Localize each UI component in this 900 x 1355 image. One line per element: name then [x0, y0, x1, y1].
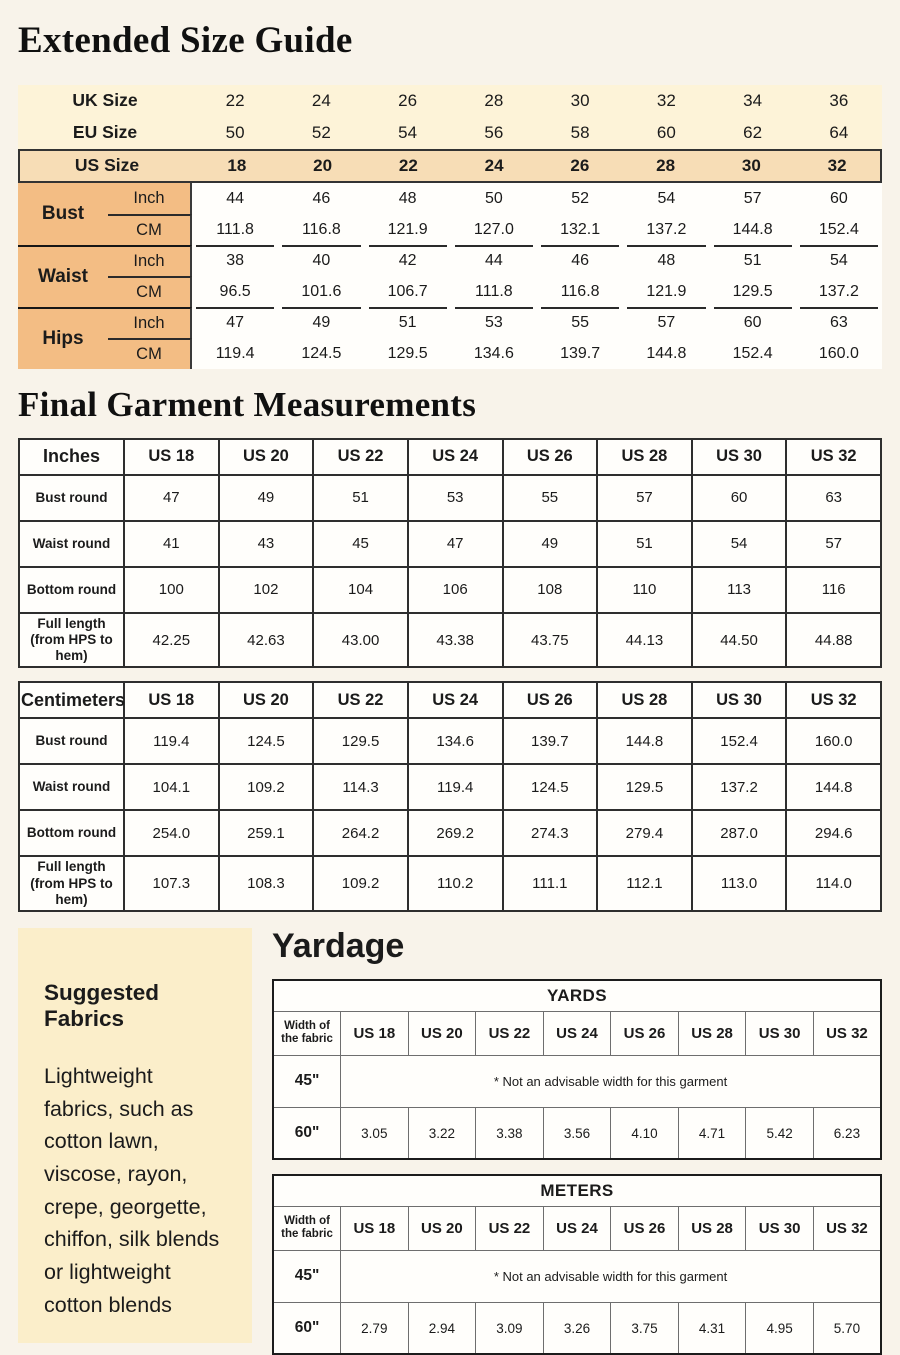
measurement-value-cm: 139.7 [537, 338, 623, 369]
size-column-header: US 24 [543, 1206, 611, 1250]
cell-value: 6.23 [813, 1107, 881, 1159]
size-value: 54 [398, 122, 418, 142]
size-value: 26 [398, 90, 418, 110]
size-value: 34 [743, 90, 763, 110]
garment-tables [0, 438, 900, 912]
size-column-header: US 20 [219, 682, 314, 718]
cell-value: 114.3 [313, 764, 408, 810]
unit-label-inch: Inch [108, 245, 192, 276]
yardage-table-meters [272, 1174, 882, 1355]
size-value: 28 [656, 155, 676, 175]
fabric-width-header: Width of the fabric [273, 1011, 341, 1055]
row-label: Bust round [19, 718, 124, 764]
measurement-value-cm: 152.4 [796, 214, 882, 245]
cell-value: 3.05 [341, 1107, 409, 1159]
size-system-label: UK Size [72, 90, 138, 111]
size-value: 32 [656, 90, 676, 110]
measurement-value-cm: 119.4 [192, 338, 278, 369]
cell-value: 114.0 [786, 856, 881, 911]
size-value: 20 [313, 155, 333, 175]
measurement-value-cm: 134.6 [451, 338, 537, 369]
cell-value: 137.2 [692, 764, 787, 810]
measurement-value-cm: 129.5 [365, 338, 451, 369]
cell-value: 104 [313, 567, 408, 613]
fabric-width-header: Width of the fabric [273, 1206, 341, 1250]
size-value: 32 [827, 155, 847, 175]
extended-size-guide-table [18, 85, 882, 369]
size-value: 26 [570, 155, 590, 175]
table-row [19, 718, 881, 764]
cell-value: 2.79 [341, 1302, 409, 1354]
size-value: 56 [484, 122, 504, 142]
measurement-value-inch: 46 [537, 245, 623, 276]
size-column-header: US 18 [341, 1011, 409, 1055]
size-column-header: US 18 [341, 1206, 409, 1250]
size-column-header: US 26 [503, 439, 598, 475]
cell-value: 110.2 [408, 856, 503, 911]
cell-value: 43.75 [503, 613, 598, 668]
size-column-header: US 18 [124, 682, 219, 718]
measurement-value-cm: 129.5 [710, 276, 796, 307]
table-row [19, 475, 881, 521]
measurement-value-inch: 44 [451, 245, 537, 276]
size-system-label: EU Size [72, 122, 138, 143]
cell-value: 144.8 [597, 718, 692, 764]
size-column-header: US 28 [678, 1011, 746, 1055]
size-value: 28 [484, 90, 504, 110]
size-value: 30 [570, 90, 590, 110]
measurement-value-cm: 152.4 [710, 338, 796, 369]
unit-header: Centimeters [19, 682, 124, 718]
cell-value: 112.1 [597, 856, 692, 911]
cell-value: 109.2 [313, 856, 408, 911]
cell-value: 54 [692, 521, 787, 567]
cell-value: 119.4 [408, 764, 503, 810]
measurement-value-cm: 111.8 [192, 214, 278, 245]
table-row [19, 810, 881, 856]
row-label: Bottom round [19, 567, 124, 613]
measurement-value-cm: 137.2 [623, 214, 709, 245]
size-value: 62 [743, 122, 763, 142]
cell-value: 113.0 [692, 856, 787, 911]
size-column-header: US 22 [313, 682, 408, 718]
table-row [19, 521, 881, 567]
cell-value: 44.13 [597, 613, 692, 668]
cell-value: 124.5 [503, 764, 598, 810]
row-label: Waist round [19, 521, 124, 567]
row-label: Full length (from HPS to hem) [19, 856, 124, 911]
garment-table-centimeters [18, 681, 882, 912]
measurement-value-inch: 60 [796, 183, 882, 214]
unit-band: METERS [273, 1175, 881, 1206]
measurement-value-cm: 96.5 [192, 276, 278, 307]
fabric-width-label: 45" [273, 1055, 341, 1107]
cell-value: 287.0 [692, 810, 787, 856]
cell-value: 269.2 [408, 810, 503, 856]
measurement-value-cm: 144.8 [710, 214, 796, 245]
cell-value: 116 [786, 567, 881, 613]
measurement-value-inch: 51 [365, 307, 451, 338]
cell-value: 139.7 [503, 718, 598, 764]
yardage-tables [272, 979, 900, 1355]
cell-value: 119.4 [124, 718, 219, 764]
cell-value: 41 [124, 521, 219, 567]
header-row [273, 1206, 881, 1250]
body-measurement-groups [18, 183, 882, 369]
size-conversion-row-eu-size [18, 117, 882, 149]
fabric-width-label: 60" [273, 1302, 341, 1354]
size-value: 18 [227, 155, 247, 175]
unit-label-cm: CM [108, 338, 192, 369]
measurement-value-cm: 101.6 [278, 276, 364, 307]
table-row [19, 856, 881, 911]
cell-value: 47 [408, 521, 503, 567]
fabric-width-label: 60" [273, 1107, 341, 1159]
size-column-header: US 26 [503, 682, 598, 718]
measurement-label: Waist [18, 245, 108, 307]
measurement-value-inch: 54 [623, 183, 709, 214]
measurement-value-inch: 51 [710, 245, 796, 276]
measurement-value-inch: 49 [278, 307, 364, 338]
size-column-header: US 20 [408, 1206, 476, 1250]
cell-value: 3.75 [611, 1302, 679, 1354]
measurement-value-inch: 57 [623, 307, 709, 338]
measurement-value-inch: 52 [537, 183, 623, 214]
size-column-header: US 22 [313, 439, 408, 475]
cell-value: 129.5 [597, 764, 692, 810]
cell-value: 294.6 [786, 810, 881, 856]
size-value: 30 [741, 155, 761, 175]
cell-value: 3.26 [543, 1302, 611, 1354]
yardage-column [272, 928, 900, 1355]
cell-value: 102 [219, 567, 314, 613]
size-column-header: US 30 [692, 439, 787, 475]
cell-value: 111.1 [503, 856, 598, 911]
measurement-value-cm: 160.0 [796, 338, 882, 369]
cell-value: 104.1 [124, 764, 219, 810]
cell-value: 106 [408, 567, 503, 613]
cell-value: 124.5 [219, 718, 314, 764]
cell-value: 113 [692, 567, 787, 613]
measurement-value-cm: 124.5 [278, 338, 364, 369]
cell-value: 129.5 [313, 718, 408, 764]
size-value: 64 [829, 122, 849, 142]
cell-value: 60 [692, 475, 787, 521]
cell-value: 3.56 [543, 1107, 611, 1159]
measurement-value-inch: 53 [451, 307, 537, 338]
size-column-header: US 24 [408, 682, 503, 718]
measurement-value-inch: 47 [192, 307, 278, 338]
size-column-header: US 26 [611, 1011, 679, 1055]
size-column-header: US 22 [476, 1011, 544, 1055]
measurement-group-hips [18, 307, 882, 369]
yardage-title: Yardage [272, 926, 405, 965]
size-column-header: US 28 [678, 1206, 746, 1250]
cell-value: 109.2 [219, 764, 314, 810]
table-row [19, 567, 881, 613]
measurement-value-cm: 111.8 [451, 276, 537, 307]
table-row [19, 613, 881, 668]
table-row [273, 1107, 881, 1159]
size-conversion-row-us-size [18, 149, 882, 183]
not-advisable-note: * Not an advisable width for this garment [341, 1055, 881, 1107]
cell-value: 108 [503, 567, 598, 613]
size-column-header: US 24 [543, 1011, 611, 1055]
cell-value: 51 [597, 521, 692, 567]
size-column-header: US 30 [692, 682, 787, 718]
table-row [273, 1055, 881, 1107]
measurement-group-bust [18, 183, 882, 245]
table-row [273, 1302, 881, 1354]
measurement-value-cm: 144.8 [623, 338, 709, 369]
cell-value: 3.38 [476, 1107, 544, 1159]
measurement-value-inch: 46 [278, 183, 364, 214]
measurement-value-inch: 48 [623, 245, 709, 276]
size-column-header: US 28 [597, 682, 692, 718]
row-label: Bottom round [19, 810, 124, 856]
size-value: 36 [829, 90, 849, 110]
size-column-header: US 30 [746, 1206, 814, 1250]
cell-value: 134.6 [408, 718, 503, 764]
size-column-header: US 26 [611, 1206, 679, 1250]
cell-value: 44.88 [786, 613, 881, 668]
page-title: Extended Size Guide [18, 20, 353, 61]
row-label: Bust round [19, 475, 124, 521]
header-row [273, 1011, 881, 1055]
size-column-header: US 32 [813, 1011, 881, 1055]
cell-value: 100 [124, 567, 219, 613]
size-column-header: US 24 [408, 439, 503, 475]
cell-value: 49 [503, 521, 598, 567]
unit-label-inch: Inch [108, 307, 192, 338]
unit-band-row [273, 1175, 881, 1206]
measurement-value-inch: 42 [365, 245, 451, 276]
cell-value: 4.10 [611, 1107, 679, 1159]
garment-measurements-title: Final Garment Measurements [18, 384, 477, 424]
header-row [19, 682, 881, 718]
size-column-header: US 32 [813, 1206, 881, 1250]
cell-value: 108.3 [219, 856, 314, 911]
cell-value: 4.31 [678, 1302, 746, 1354]
measurement-value-inch: 48 [365, 183, 451, 214]
unit-band: YARDS [273, 980, 881, 1011]
cell-value: 152.4 [692, 718, 787, 764]
table-row [273, 1250, 881, 1302]
measurement-value-inch: 50 [451, 183, 537, 214]
cell-value: 44.50 [692, 613, 787, 668]
cell-value: 53 [408, 475, 503, 521]
size-value: 52 [311, 122, 331, 142]
size-column-header: US 20 [408, 1011, 476, 1055]
cell-value: 42.63 [219, 613, 314, 668]
unit-label-inch: Inch [108, 183, 192, 214]
not-advisable-note: * Not an advisable width for this garment [341, 1250, 881, 1302]
cell-value: 254.0 [124, 810, 219, 856]
unit-band-row [273, 980, 881, 1011]
measurement-value-cm: 132.1 [537, 214, 623, 245]
suggested-fabrics-panel [18, 928, 252, 1343]
cell-value: 110 [597, 567, 692, 613]
measurement-value-cm: 137.2 [796, 276, 882, 307]
size-column-header: US 18 [124, 439, 219, 475]
suggested-fabrics-text: Lightweight fabrics, such as cotton lawn, viscose, rayon, crepe, georgette, chiffon, silk blends or lightweight cotton blends [44, 1063, 220, 1317]
bottom-section [18, 928, 900, 1355]
cell-value: 43.38 [408, 613, 503, 668]
measurement-value-cm: 116.8 [278, 214, 364, 245]
size-column-header: US 32 [786, 439, 881, 475]
size-value: 24 [484, 155, 504, 175]
size-value: 24 [311, 90, 331, 110]
cell-value: 3.22 [408, 1107, 476, 1159]
cell-value: 42.25 [124, 613, 219, 668]
measurement-value-cm: 106.7 [365, 276, 451, 307]
cell-value: 43 [219, 521, 314, 567]
cell-value: 57 [786, 521, 881, 567]
size-value: 50 [225, 122, 245, 142]
cell-value: 47 [124, 475, 219, 521]
fabric-width-label: 45" [273, 1250, 341, 1302]
size-value: 58 [570, 122, 590, 142]
row-label: Full length (from HPS to hem) [19, 613, 124, 668]
cell-value: 144.8 [786, 764, 881, 810]
measurement-value-inch: 57 [710, 183, 796, 214]
cell-value: 5.42 [746, 1107, 814, 1159]
row-label: Waist round [19, 764, 124, 810]
measurement-value-cm: 121.9 [365, 214, 451, 245]
cell-value: 45 [313, 521, 408, 567]
measurement-value-inch: 63 [796, 307, 882, 338]
measurement-value-cm: 116.8 [537, 276, 623, 307]
cell-value: 3.09 [476, 1302, 544, 1354]
garment-table-inches [18, 438, 882, 669]
measurement-group-waist [18, 245, 882, 307]
cell-value: 55 [503, 475, 598, 521]
cell-value: 264.2 [313, 810, 408, 856]
cell-value: 49 [219, 475, 314, 521]
cell-value: 43.00 [313, 613, 408, 668]
cell-value: 107.3 [124, 856, 219, 911]
cell-value: 63 [786, 475, 881, 521]
measurement-label: Hips [18, 307, 108, 369]
cell-value: 51 [313, 475, 408, 521]
yardage-table-yards [272, 979, 882, 1160]
size-conversion-rows [18, 85, 882, 183]
cell-value: 274.3 [503, 810, 598, 856]
cell-value: 4.71 [678, 1107, 746, 1159]
cell-value: 5.70 [813, 1302, 881, 1354]
size-conversion-row-uk-size [18, 85, 882, 117]
size-value: 60 [656, 122, 676, 142]
unit-label-cm: CM [108, 214, 192, 245]
unit-label-cm: CM [108, 276, 192, 307]
measurement-value-inch: 40 [278, 245, 364, 276]
measurement-label: Bust [18, 183, 108, 245]
size-value: 22 [398, 155, 418, 175]
cell-value: 259.1 [219, 810, 314, 856]
size-column-header: US 22 [476, 1206, 544, 1250]
cell-value: 160.0 [786, 718, 881, 764]
size-column-header: US 28 [597, 439, 692, 475]
header-row [19, 439, 881, 475]
measurement-value-inch: 55 [537, 307, 623, 338]
size-system-label: US Size [74, 155, 140, 176]
measurement-value-cm: 127.0 [451, 214, 537, 245]
cell-value: 279.4 [597, 810, 692, 856]
measurement-value-inch: 60 [710, 307, 796, 338]
size-column-header: US 30 [746, 1011, 814, 1055]
cell-value: 57 [597, 475, 692, 521]
measurement-value-inch: 44 [192, 183, 278, 214]
unit-header: Inches [19, 439, 124, 475]
table-row [19, 764, 881, 810]
size-column-header: US 32 [786, 682, 881, 718]
cell-value: 2.94 [408, 1302, 476, 1354]
measurement-value-inch: 54 [796, 245, 882, 276]
suggested-fabrics-title: Suggested Fabrics [44, 979, 160, 1031]
size-value: 22 [225, 90, 245, 110]
measurement-value-cm: 121.9 [623, 276, 709, 307]
measurement-value-inch: 38 [192, 245, 278, 276]
size-column-header: US 20 [219, 439, 314, 475]
cell-value: 4.95 [746, 1302, 814, 1354]
